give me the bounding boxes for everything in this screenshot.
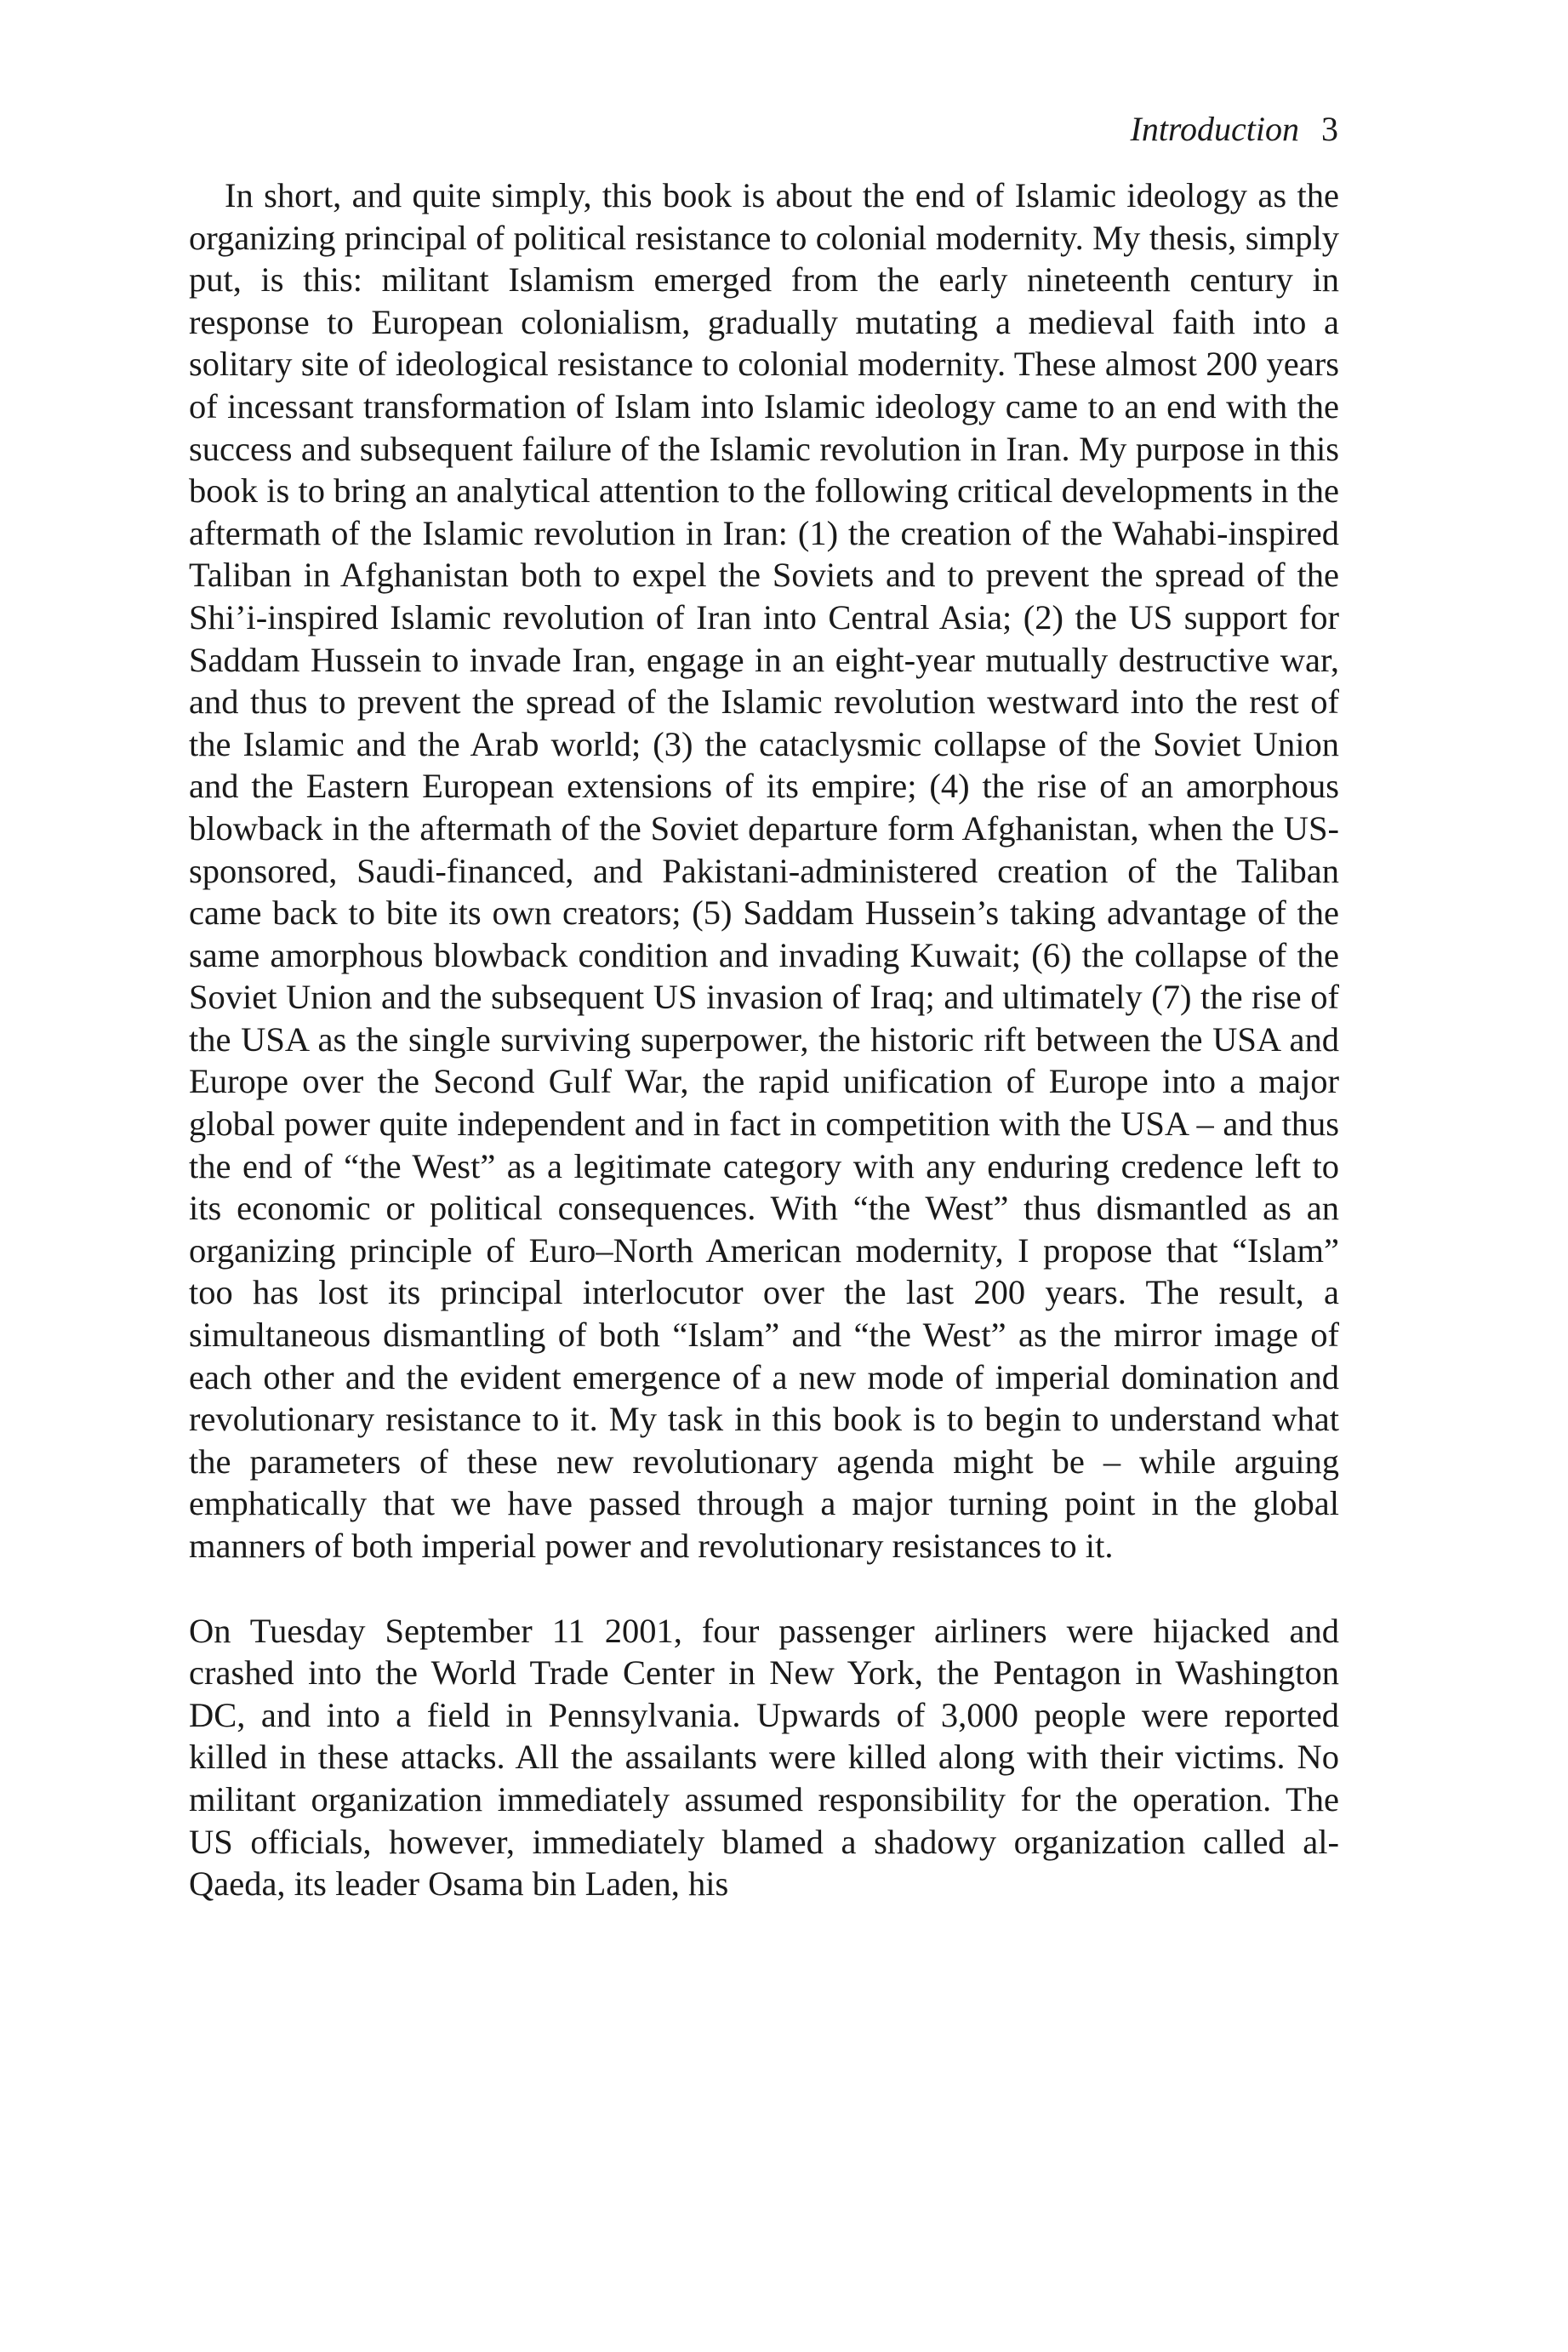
paragraph: In short, and quite simply, this book is about the end of Islamic ideology as the organizing principal of political resistance to colonial modernity. My thesis, simply put, is this: militant Islamism emerged from the early nineteenth century in response to European colonialism, gradually mutating a medieval faith into a solitary site of ideological resistance to colonial modernity. These almost 200 years of incessant transformation of Islam into Islamic ideology came to an end with the success and subsequent failure of the Islamic revolution in Iran. My purpose in this book is to bring an analytical attention to the following critical developments in the aftermath of the Islamic revolution in Iran: (1) the creation of the Wahabi-inspired Taliban in Afghanistan both to expel the Soviets and to prevent the spread of the Shi’i-inspired Islamic revolution of Iran into Central Asia; (2) the US support for Saddam Hussein to invade Iran, engage in an eight-year mutually destructive war, and thus to prevent the spread of the Islamic revolution westward into the rest of the Islamic and the Arab world; (3) the cataclysmic collapse of the Soviet Union and the Eastern European extensions of its empire; (4) the rise of an amorphous blowback in the aftermath of the Soviet departure form Afghanistan, when the US-sponsored, Saudi-financed, and Pakistani-administered creation of the Taliban came back to bite its own creators; (5) Saddam Hussein’s taking advantage of the same amorphous blowback condition and invading Kuwait; (6) the collapse of the Soviet Union and the subsequent US invasion of Iraq; and ultimately (7) the rise of the USA as the single surviving superpower, the historic rift between the USA and Europe over the Second Gulf War, the rapid unification of Europe into a major global power quite independent and in fact in competition with the USA – and thus the end of “the West” as a legitimate category with any enduring credence left to its economic or political consequences. With “the West” thus dismantled as an organizing principle of Euro–North American modernity, I propose that “Islam” too has lost its principal interlocutor over the last 200 years. The result, a simultaneous dismantling of both “Islam” and “the West” as the mirror image of each other and the evident emergence of a new mode of imperial domination and revolutionary resistance to it. My task in this book is to begin to understand what the parameters of these new revolutionary agenda might be – while arguing emphatically that we have passed through a major turning point in the global manners of both imperial power and revolutionary resistances to it.	[189, 176, 1339, 1565]
running-head-title: Introduction	[1130, 110, 1299, 148]
paragraph: On Tuesday September 11 2001, four passenger airliners were hijacked and crashed into the World Trade Center in New York, the Pentagon in Washington DC, and into a field in Pennsylvania. Upwards of 3,000 people were reported killed in these attacks. All the assailants were killed along with their victims. No militant organization immediately assumed responsibility for the operation. The US officials, however, immediately blamed a shadowy organization called al-Qaeda, its leader Osama bin Laden, his	[189, 1611, 1339, 1904]
page-number: 3	[1321, 110, 1338, 148]
running-head	[1131, 109, 1339, 150]
body-text	[189, 174, 1339, 1905]
